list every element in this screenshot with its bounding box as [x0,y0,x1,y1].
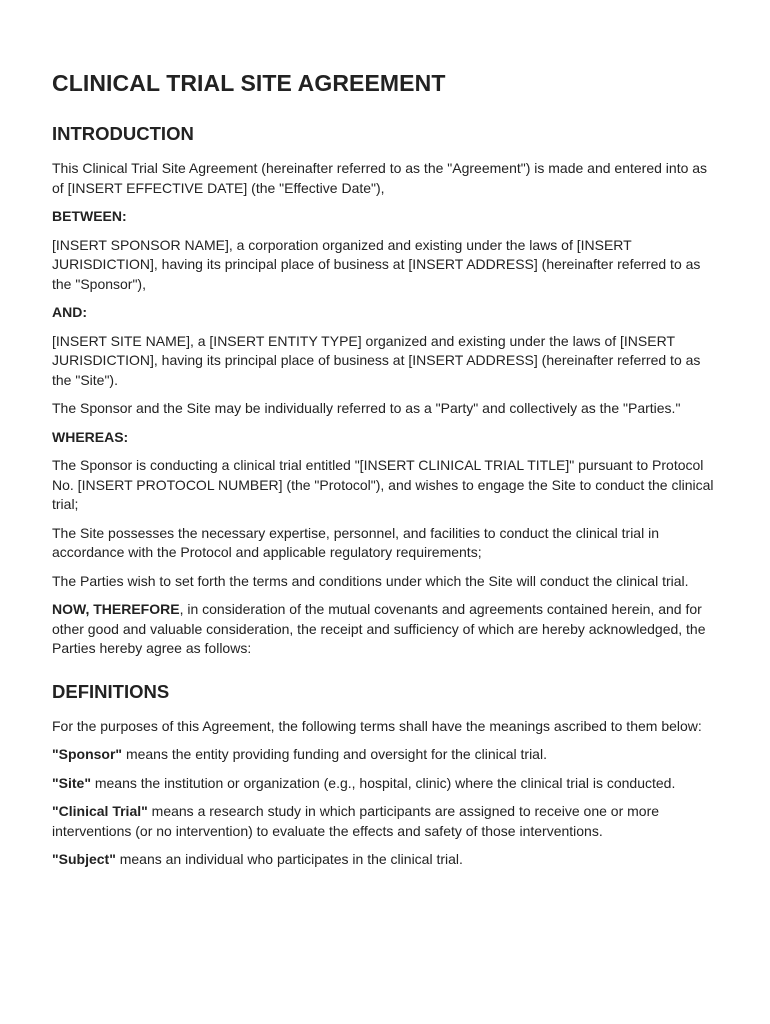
definition-meaning: means the entity providing funding and oversight for the clinical trial. [122,746,547,762]
definition-term: "Sponsor" [52,746,123,762]
definition-term: "Clinical Trial" [52,803,148,819]
whereas-clause-3: The Parties wish to set forth the terms and conditions under which the Site will conduct the clinical trial. [52,572,689,589]
now-therefore-label: NOW, THEREFORE [52,601,180,617]
sponsor-party-paragraph: [INSERT SPONSOR NAME], a corporation organized and existing under the laws of [INSERT JURISDICTION], having its principal place of business at [INSERT ADDRESS] (hereinafter referred to as the "Sponsor"), [52,236,701,292]
now-therefore-paragraph [52,600,718,659]
definitions-intro: For the purposes of this Agreement, the following terms shall have the meanings ascribed to them below: [52,717,702,734]
definition-meaning: means the institution or organization (e.g., hospital, clinic) where the clinical trial is conducted. [90,774,676,791]
definitions-heading: DEFINITIONS [52,680,170,702]
definition-item-site [52,774,718,794]
definition-term: "Site" [52,774,91,791]
definitions-section [52,681,718,870]
site-party-paragraph: [INSERT SITE NAME], a [INSERT ENTITY TYPE] organized and existing under the laws of [INSERT JURISDICTION], having its principal place of business at [INSERT ADDRESS] (hereinafter referred to as the "Site"). [52,332,701,388]
parties-clause-paragraph: The Sponsor and the Site may be individually referred to as a "Party" and collectively as the "Parties." [52,400,681,416]
whereas-label: WHEREAS: [52,428,129,445]
definition-item-clinical-trial [52,802,718,841]
introduction-heading: INTRODUCTION [52,123,194,144]
introduction-section [52,123,718,659]
whereas-clause-2: The Site possesses the necessary expertise, personnel, and facilities to conduct the clinical trial in accordance with the Protocol and applicable regulatory requirements; [52,524,659,560]
definition-meaning: means a research study in which participants are assigned to receive one or more interventions (or no intervention) to evaluate the effects and safety of those interventions. [52,803,660,839]
whereas-clause-1: The Sponsor is conducting a clinical trial entitled "[INSERT CLINICAL TRIAL TITLE]" pursuant to Protocol No. [INSERT PROTOCOL NUMBER] (the "Protocol"), and wishes to engage the Site to conduct the clinical trial; [52,457,714,512]
document-title: CLINICAL TRIAL SITE AGREEMENT [52,70,446,96]
definition-item-subject [52,850,718,870]
definition-term: "Subject" [52,851,116,867]
now-therefore-text: , in consideration of the mutual covenants and agreements contained herein, and for other good and valuable consideration, the receipt and sufficiency of which are hereby acknowledged, the Parties hereby agree as follows: [52,601,706,656]
definition-meaning: means an individual who participates in the clinical trial. [115,851,463,867]
preamble-paragraph: This Clinical Trial Site Agreement (hereinafter referred to as the "Agreement") is made and entered into as of [INSERT EFFECTIVE DATE] (the "Effective Date"), [52,160,708,196]
between-label: BETWEEN: [52,208,127,224]
and-label: AND: [52,304,87,320]
definition-item-sponsor [52,745,718,765]
